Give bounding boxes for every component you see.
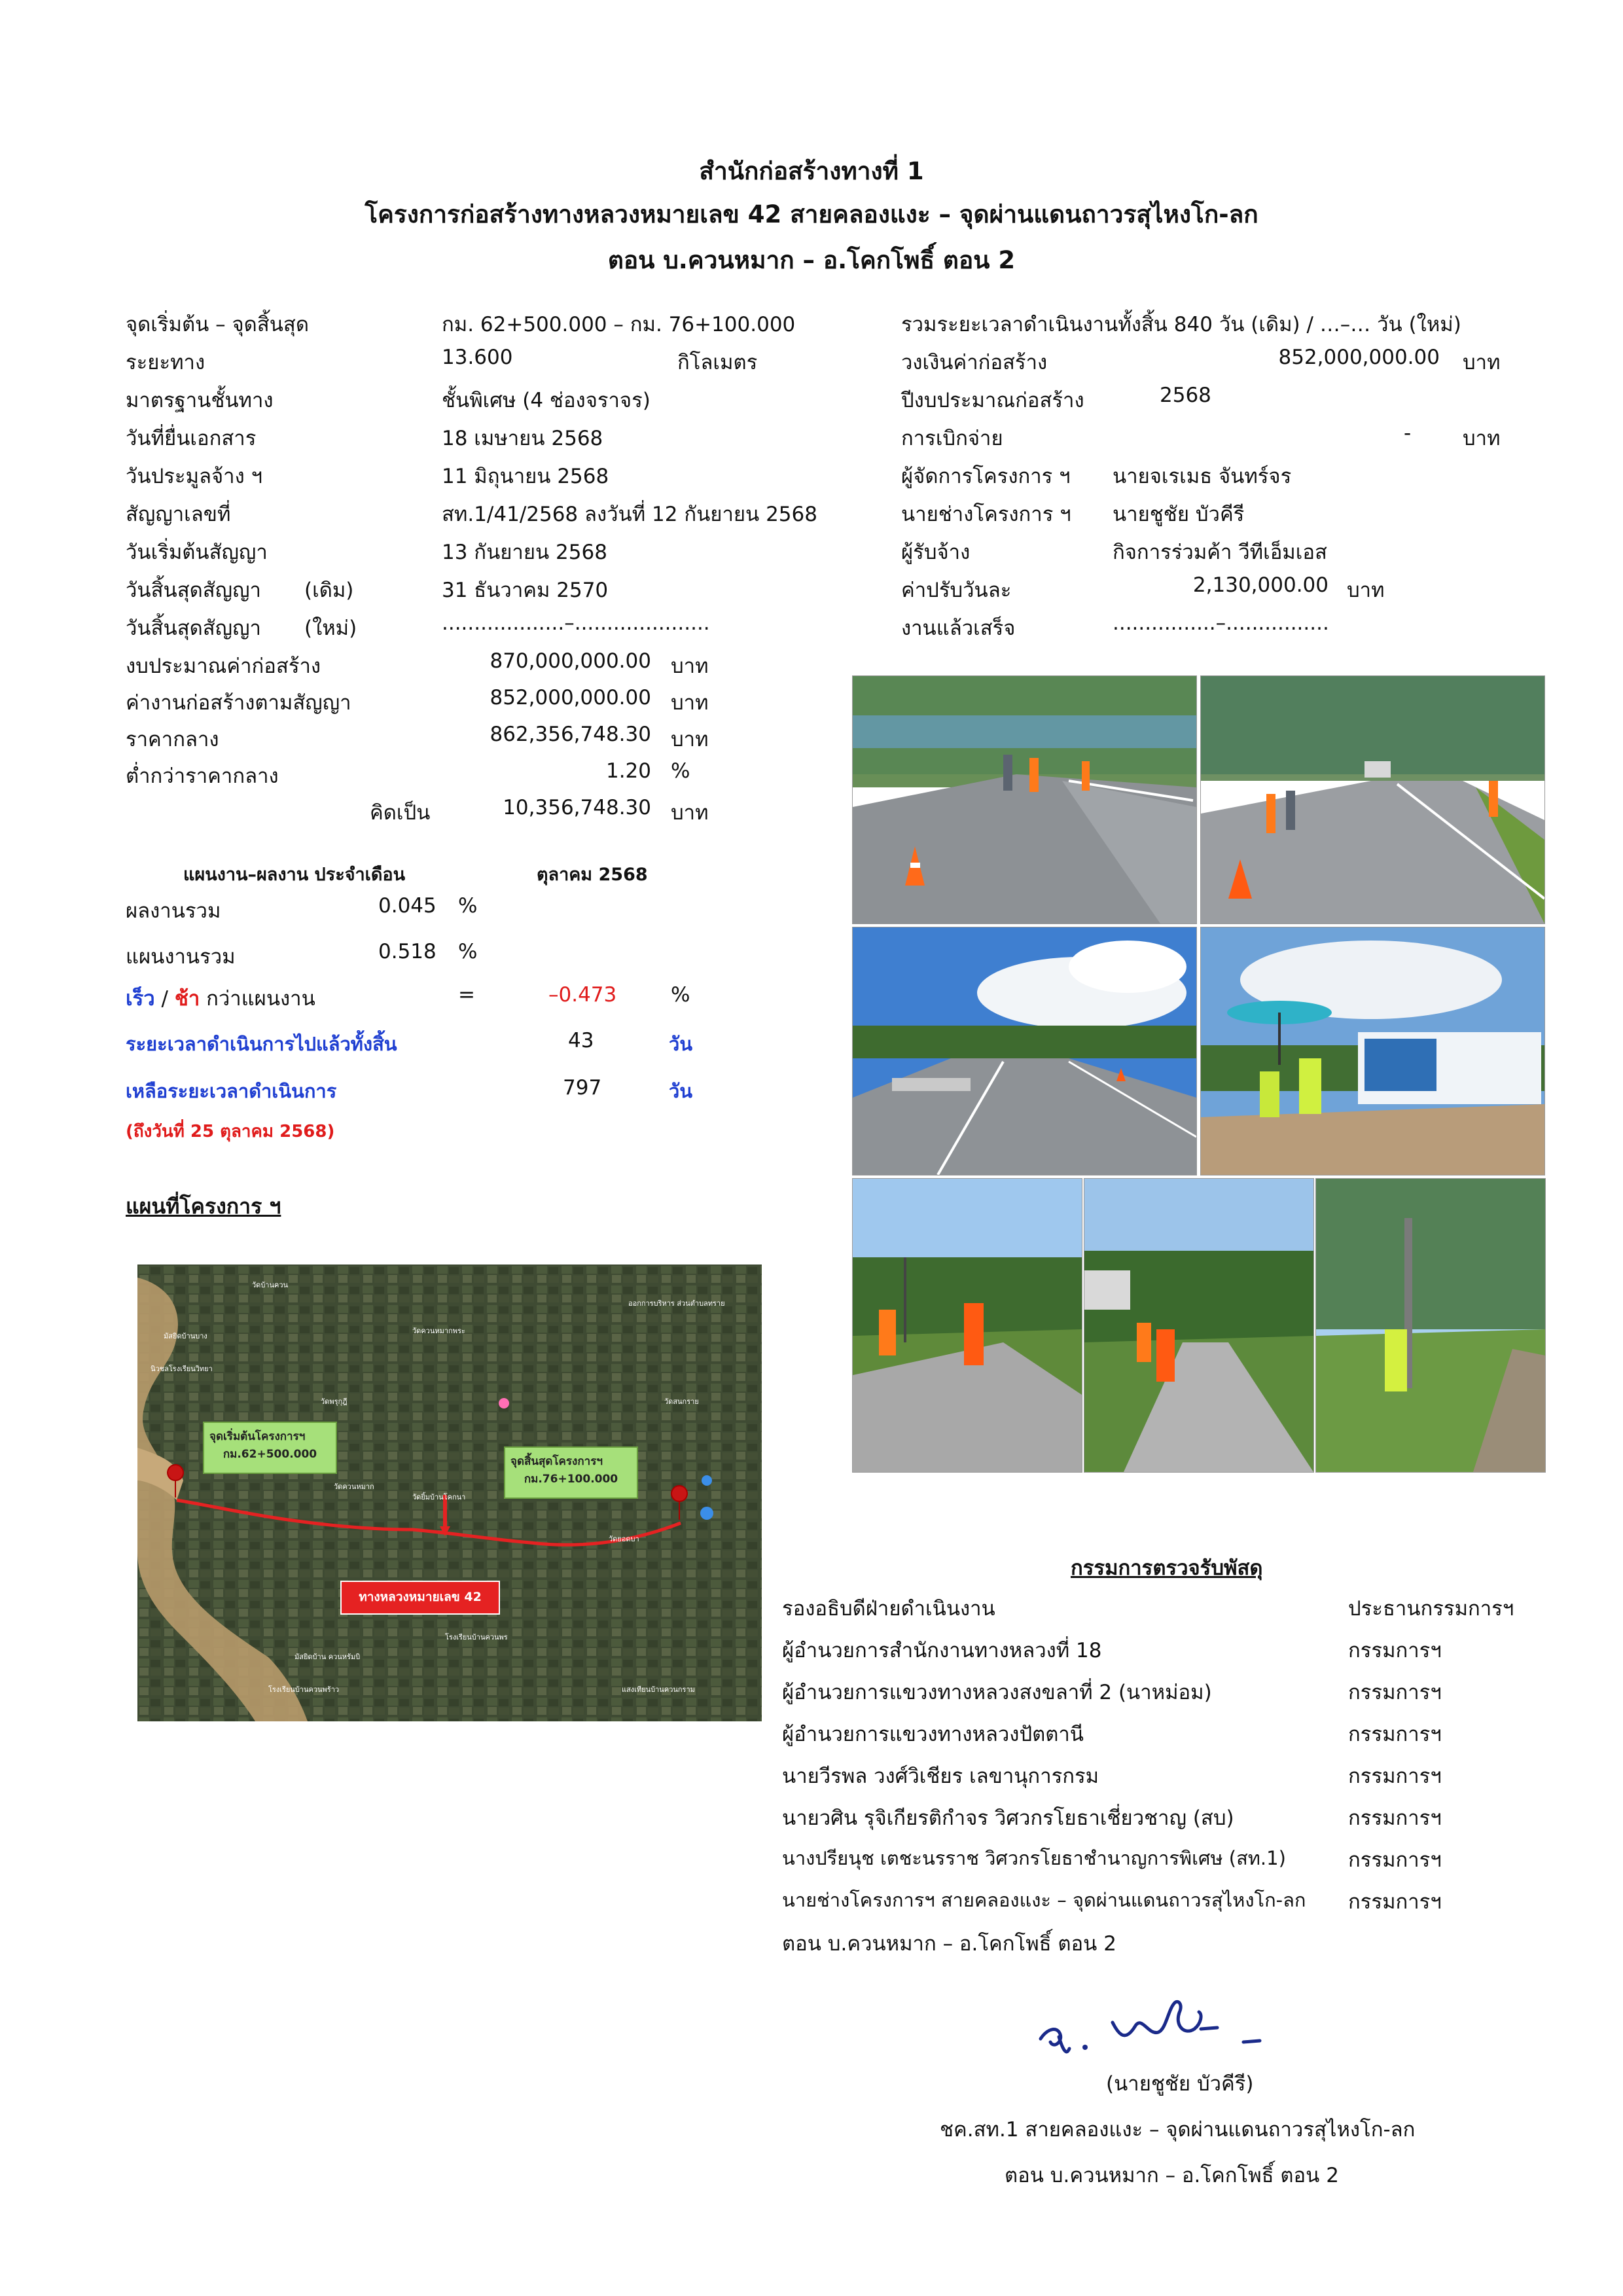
photo-5-graphic — [853, 1179, 1082, 1472]
contract-no-label: สัญญาเลขที่ — [126, 503, 231, 526]
contract-end-new-tag: (ใหม่) — [304, 617, 357, 640]
standard-label: มาตรฐานชั้นทาง — [126, 389, 274, 412]
contract-end-old-value: 31 ธันวาคม 2570 — [442, 579, 609, 602]
committee-role-4: กรรมการฯ — [1348, 1723, 1442, 1746]
remaining-unit: วัน — [669, 1080, 693, 1102]
survey-photo-2[interactable] — [1200, 675, 1545, 924]
contract-start-value: 13 กันยายน 2568 — [442, 541, 607, 564]
start-end-value: กม. 62+500.000 – กม. 76+100.000 — [442, 313, 796, 336]
plan-pct: % — [458, 940, 478, 963]
committee-role-6: กรรมการฯ — [1348, 1806, 1442, 1830]
map-place-1: วัดบ้านควน — [252, 1281, 289, 1289]
committee-role-3: กรรมการฯ — [1348, 1681, 1442, 1704]
duration-text: รวมระยะเวลาดำเนินงานทั้งสิ้น 840 วัน (เดิม) / …–… วัน (ใหม่) — [901, 313, 1461, 336]
median-unit: บาท — [671, 728, 709, 751]
equals-label: คิดเป็น — [370, 801, 431, 825]
actual-pct: % — [458, 894, 478, 918]
committee-member-3: ผู้อำนวยการแขวงทางหลวงสงขลาที่ 2 (นาหม่อม) — [782, 1681, 1212, 1704]
map-section-title: แผนที่โครงการ ฯ — [126, 1194, 281, 1219]
map-place-2: ออกการบริหาร ส่วนตำบลทราย — [628, 1299, 725, 1308]
slow-word: ช้า — [174, 987, 200, 1011]
elapsed-unit: วัน — [669, 1033, 693, 1055]
contract-no-value: สท.1/41/2568 ลงวันที่ 12 กันยายน 2568 — [442, 503, 817, 526]
photo-6-graphic — [1084, 1179, 1313, 1472]
actual-value: 0.045 — [378, 894, 437, 918]
fiscal-year-value: 2568 — [1160, 384, 1211, 407]
committee-member-8: นายช่างโครงการฯ สายคลองแงะ – จุดผ่านแดนถาวรสุไหงโก-ลก — [782, 1889, 1306, 1911]
vs-plan: กว่าแผนงาน — [200, 987, 315, 1011]
contractor-label: ผู้รับจ้าง — [901, 541, 971, 564]
survey-photo-5[interactable] — [852, 1178, 1082, 1473]
signer-section: ตอน บ.ควนหมาก – อ.โคกโพธิ์ ตอน 2 — [1005, 2164, 1339, 2187]
disbursement-value: - — [1404, 422, 1412, 445]
distance-label: ระยะทาง — [126, 351, 205, 374]
start-callout-km: กม.62+500.000 — [223, 1448, 317, 1462]
engineer-label: นายช่างโครงการ ฯ — [901, 503, 1071, 526]
contract-end-old-label: วันสิ้นสุดสัญญา — [126, 579, 261, 602]
map-place-4: วัดควนหมากพระ — [412, 1327, 465, 1335]
map-place-5: วัดพรุกุฎี — [321, 1397, 348, 1406]
progress-title: แผนงาน–ผลงาน ประจำเดือน — [183, 865, 406, 885]
penalty-unit: บาท — [1347, 579, 1385, 602]
committee-member-4: ผู้อำนวยการแขวงทางหลวงปัตตานี — [782, 1723, 1084, 1746]
median-value: 862,356,748.30 — [490, 723, 651, 746]
manager-value: นายจเรเมธ จันทร์จร — [1113, 465, 1292, 488]
route-label: ทางหลวงหมายเลข 42 — [340, 1581, 500, 1615]
map-place-7: วัดยิ้มบ้านโคกนา — [412, 1493, 466, 1501]
header-project: โครงการก่อสร้างทางหลวงหมายเลข 42 สายคลองแงะ – จุดผ่านแดนถาวรสุไหงโก-ลก — [365, 200, 1258, 228]
below-unit: % — [671, 759, 690, 783]
below-label: ต่ำกว่าราคากลาง — [126, 764, 279, 788]
signer-name: (นายชูชัย บัวคีรี) — [1106, 2072, 1254, 2096]
manager-label: ผู้จัดการโครงการ ฯ — [901, 465, 1071, 488]
contract-end-new-value: ...................–..................... — [442, 611, 710, 635]
fast-word: เร็ว — [126, 987, 155, 1011]
map-place-3: มัสยิดบ้านบาง — [164, 1332, 207, 1340]
photo-3-graphic — [853, 927, 1196, 1175]
contract-cost-unit: บาท — [671, 691, 709, 715]
fast-slow-label — [126, 982, 315, 1014]
budget-unit: บาท — [1463, 351, 1501, 374]
map-place-12: มัสยิดบ้าน ควนหรัมบิ — [294, 1653, 361, 1661]
remaining-label: เหลือระยะเวลาดำเนินการ — [126, 1080, 337, 1102]
standard-value: ชั้นพิเศษ (4 ช่องจราจร) — [442, 389, 651, 412]
bid-date-label: วันประมูลจ้าง ฯ — [126, 465, 262, 488]
committee-member-7: นางปรียนุช เตชะนรราช วิศวกรโยธาชำนาญการพิเศษ (สท.1) — [782, 1847, 1286, 1869]
end-callout-title: จุดสิ้นสุดโครงการฯ — [510, 1455, 603, 1468]
committee-member-5: นายวีรพล วงศ์วิเชียร เลขานุการกรม — [782, 1765, 1099, 1788]
disbursement-unit: บาท — [1463, 427, 1501, 450]
equals-value: 10,356,748.30 — [503, 796, 651, 819]
committee-last-line: ตอน บ.ควนหมาก – อ.โคกโพธิ์ ตอน 2 — [782, 1932, 1116, 1956]
median-label: ราคากลาง — [126, 728, 219, 751]
committee-role-8: กรรมการฯ — [1348, 1890, 1442, 1914]
bid-date-value: 11 มิถุนายน 2568 — [442, 465, 609, 488]
estimate-value: 870,000,000.00 — [490, 649, 651, 673]
start-end-label: จุดเริ่มต้น – จุดสิ้นสุด — [126, 313, 309, 336]
committee-role-5: กรรมการฯ — [1348, 1765, 1442, 1788]
completion-label: งานแล้วเสร็จ — [901, 617, 1016, 640]
header-office: สำนักก่อสร้างทางที่ 1 — [699, 157, 924, 185]
project-map[interactable] — [137, 1265, 762, 1721]
contract-cost-label: ค่างานก่อสร้างตามสัญญา — [126, 691, 351, 715]
progress-month: ตุลาคม 2568 — [537, 865, 648, 885]
committee-title: กรรมการตรวจรับพัสดุ — [1071, 1556, 1263, 1580]
survey-photo-4[interactable] — [1200, 927, 1545, 1175]
end-callout-km: กม.76+100.000 — [524, 1473, 618, 1486]
photo-2-graphic — [1201, 676, 1544, 924]
map-place-8: วัดสนกราย — [664, 1397, 699, 1406]
survey-photo-6[interactable] — [1084, 1178, 1314, 1473]
plan-label: แผนงานรวม — [126, 945, 236, 969]
signer-position: ชค.สท.1 สายคลองแงะ – จุดผ่านแดนถาวรสุไหงโก-ลก — [940, 2118, 1416, 2142]
photo-4-graphic — [1201, 927, 1544, 1175]
contract-start-label: วันเริ่มต้นสัญญา — [126, 541, 268, 564]
actual-label: ผลงานรวม — [126, 899, 221, 923]
elapsed-value: 43 — [568, 1029, 594, 1052]
committee-role-7: กรรมการฯ — [1348, 1848, 1442, 1872]
equals-unit: บาท — [671, 801, 709, 825]
remaining-value: 797 — [563, 1076, 602, 1100]
committee-role-1: ประธานกรรมการฯ — [1348, 1597, 1514, 1621]
start-callout-title: จุดเริ่มต้นโครงการฯ — [209, 1430, 306, 1443]
slash: / — [154, 987, 175, 1011]
as-of-date: (ถึงวันที่ 25 ตุลาคม 2568) — [126, 1122, 335, 1141]
photo-1-graphic — [853, 676, 1196, 924]
signature-graphic — [1027, 1964, 1302, 2068]
map-place-14: แสงเทียนบ้านควนกราม — [622, 1685, 695, 1694]
survey-photo-3[interactable] — [852, 927, 1197, 1175]
distance-value: 13.600 — [442, 346, 513, 369]
survey-photo-7[interactable] — [1315, 1178, 1546, 1473]
map-place-13: โรงเรียนบ้านควนพร้าว — [268, 1685, 340, 1694]
end-callout — [504, 1446, 638, 1499]
contract-end-new-label: วันสิ้นสุดสัญญา — [126, 617, 261, 640]
below-value: 1.20 — [605, 759, 651, 783]
committee-role-2: กรรมการฯ — [1348, 1639, 1442, 1662]
map-place-10: วัดยอดบา — [609, 1535, 639, 1543]
contractor-value: กิจการร่วมค้า วีทีเอ็มเอส — [1113, 541, 1327, 564]
estimate-unit: บาท — [671, 655, 709, 678]
map-place-11: โรงเรียนบ้านควนพร — [445, 1633, 508, 1641]
start-callout — [203, 1422, 337, 1474]
estimate-label: งบประมาณค่าก่อสร้าง — [126, 655, 321, 678]
completion-value: ................–................ — [1113, 611, 1329, 635]
engineer-value: นายชูชัย บัวคีรี — [1113, 503, 1245, 526]
submit-date-label: วันที่ยื่นเอกสาร — [126, 427, 257, 450]
fiscal-year-label: ปีงบประมาณก่อสร้าง — [901, 389, 1084, 412]
elapsed-label: ระยะเวลาดำเนินการไปแล้วทั้งสิ้น — [126, 1033, 397, 1055]
committee-member-2: ผู้อำนวยการสำนักงานทางหลวงที่ 18 — [782, 1639, 1102, 1662]
distance-unit: กิโลเมตร — [677, 351, 758, 374]
penalty-label: ค่าปรับวันละ — [901, 579, 1012, 602]
contract-end-old-tag: (เดิม) — [304, 579, 354, 602]
committee-member-6: นายวศิน รุจิเกียรติกำจร วิศวกรโยธาเชี่ยวชาญ (สบ) — [782, 1806, 1234, 1830]
diff-pct: % — [671, 983, 690, 1007]
header-section: ตอน บ.ควนหมาก – อ.โคกโพธิ์ ตอน 2 — [607, 246, 1016, 274]
budget-value: 852,000,000.00 — [1278, 346, 1440, 369]
plan-value: 0.518 — [378, 940, 437, 963]
contract-cost-value: 852,000,000.00 — [490, 686, 651, 709]
diff-value: –0.473 — [548, 983, 617, 1007]
map-place-6: นิวชลโรงเรียนวิทยา — [151, 1365, 213, 1373]
photo-7-graphic — [1316, 1179, 1545, 1472]
disbursement-label: การเบิกจ่าย — [901, 427, 1003, 450]
committee-member-1: รองอธิบดีฝ่ายดำเนินงาน — [782, 1597, 995, 1621]
submit-date-value: 18 เมษายน 2568 — [442, 427, 603, 450]
budget-label: วงเงินค่าก่อสร้าง — [901, 351, 1048, 374]
penalty-value: 2,130,000.00 — [1192, 573, 1329, 597]
equals-sign: = — [458, 983, 475, 1007]
map-place-9: วัดควนหมาก — [334, 1482, 374, 1491]
survey-photo-1[interactable] — [852, 675, 1197, 924]
